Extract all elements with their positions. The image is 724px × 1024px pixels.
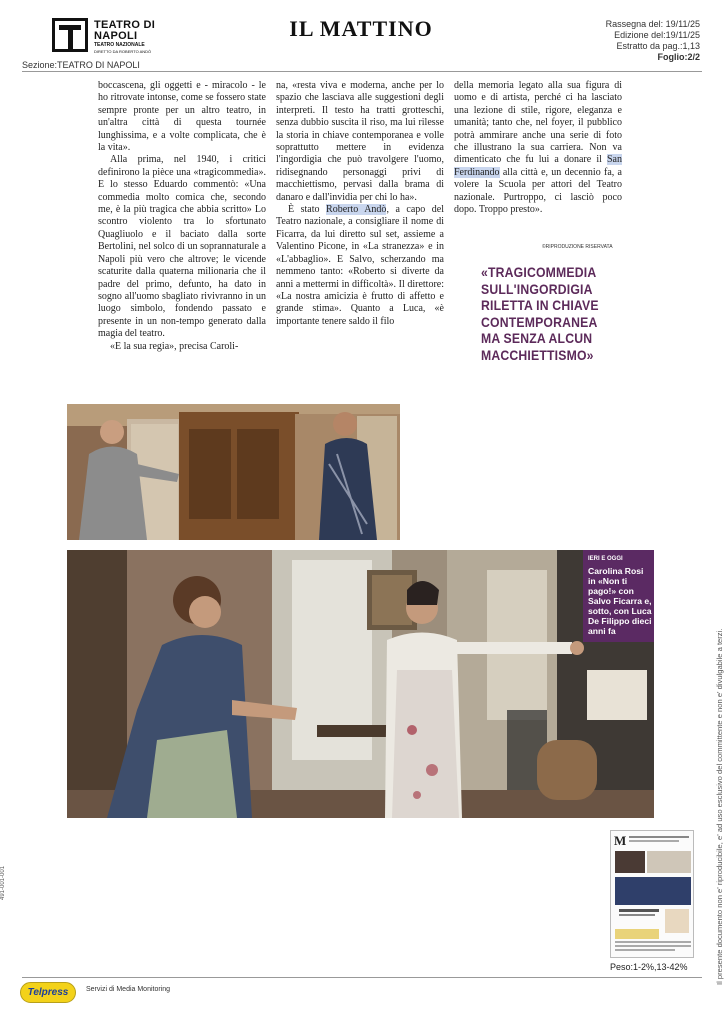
peso-label: Peso:1-2%,13-42% — [610, 962, 688, 972]
foglio-number: Foglio:2/2 — [657, 52, 700, 62]
logo-director: DIRETTO DA ROBERTO ANDÒ — [94, 49, 152, 54]
highlighted-name: San Ferdinando — [454, 154, 622, 178]
edizione-date: Edizione del:19/11/25 — [614, 30, 700, 40]
newspaper-masthead: IL MATTINO — [289, 16, 433, 41]
copyright-disclaimer: Il presente documento non e' riproducibile, e' ad uso esclusivo del committente e non e' divulgabile a terzi. — [715, 628, 724, 985]
header-divider — [22, 71, 702, 72]
article-paragraph: na, «resta viva e moderna, anche per lo spazio che lasciava alle suggestioni degli interpreti. Il testo ha tratti grotteschi, senza dubbio suscita il riso, ma lui rilesse la storia in chiave contemporanea e volle soprattutto mettere in evidenza l'ingordigia che può travolgere l'uomo, ridisegnando personaggi privi di macchiettismo, pervasi dalla brama di danaro e dall'invidia per chi lo ha». — [276, 80, 444, 203]
media-monitoring-label: Servizi di Media Monitoring — [86, 986, 171, 993]
telpress-logo: Telpress — [20, 982, 76, 1003]
pull-quote: «TRAGICOMMEDIA SULL'INGORDIGIA RILETTA IN CHIAVE CONTEMPORANEA MA SENZA ALCUN MACCHIETTISMO» — [481, 265, 599, 363]
stage-photo-top — [67, 404, 400, 540]
page-thumbnail — [610, 830, 694, 958]
article-paragraph — [454, 80, 622, 216]
svg-text:M: M — [614, 833, 627, 848]
page-thumbnail-image — [611, 831, 694, 958]
text-run: alla città e, un decennio fa, a volere la Scuola per attori del Teatro nazionale. Purtroppo, ci lasciò poco dopo. Troppo presto». — [454, 166, 622, 216]
highlighted-name: Roberto Andò — [326, 204, 387, 216]
article-paragraph: boccascena, gli oggetti e - miracolo - le ho ritrovate intonse, come se fossero state sempre pronte per un altro teatro, in un'altra città di questa tournée lunghissima, e a volte complicata, che è la vita». — [98, 80, 266, 154]
section-label: Sezione:TEATRO DI NAPOLI — [22, 60, 140, 70]
logo-title: TEATRO DI NAPOLI — [94, 19, 156, 42]
footer-divider — [22, 977, 702, 978]
text-run: , a capo del Teatro nazionale, a consigliare il nome di Ficarra, da lui diretto sul set, assieme a Valentino Picone, in «La stranezza» e in «L'abbaglio». E Salvo, scherzando ma nemmeno tanto: «Roberto si diverte da anni a mettermi in difficoltà». Il direttore: «La nostra amicizia è frutto di affetto e grande stima». Quanto a Luca, «è importante tenere saldo il filo — [276, 204, 445, 327]
stage-photo-bottom-image — [67, 550, 654, 818]
document-code: 491-001-001 — [0, 865, 6, 900]
stage-photo-bottom — [67, 550, 654, 818]
stage-photo-top-image — [67, 404, 400, 540]
text-run: della memoria legato alla sua figura di uomo e di artista, perché ci ha lasciato una lezione di stile, rigore, eleganza e umanità; tanto che, nel foyer, il pubblico potrà ammirare anche una serie di foto che illustrano la sua carriera. Non va dimenticato che fu lui a donare il — [454, 80, 622, 166]
estratto-pages: Estratto da pag.:1,13 — [616, 41, 700, 51]
teatro-di-napoli-logo — [52, 18, 156, 58]
caption-text: Carolina Rosi in «Non ti pago!» con Salvo Ficarra e, sotto, con Luca De Filippo dieci anni fa — [588, 566, 652, 636]
copyright-notice: ©RIPRODUZIONE RISERVATA — [542, 244, 613, 250]
article-paragraph: Alla prima, nel 1940, i critici definirono la pièce una «tragicommedia». E lo stesso Eduardo commentò: «Una commedia molto comica che, secondo me, è la più tragica che abbia scritto» Lo scontro violento tra lo sfortunato Quagliuolo e il baciato dalla sorte Bertolini, nel solco di un soprannaturale a Napoli più vero che altrove; le vicende scaturite dalla quaterna milionaria che il padre del primo, defunto, ha dato in sogno all'uomo sbagliato rivivranno in un luogo simbolo, fondendo passato e presente in un non-tempo generato dalla magia del teatro. — [98, 154, 266, 340]
caption-kicker: IERI E OGGI — [588, 556, 623, 562]
article-paragraph: «E la sua regia», precisa Caroli- — [110, 340, 239, 352]
logo-subtitle: TEATRO NAZIONALE — [94, 42, 145, 48]
rassegna-date: Rassegna del: 19/11/25 — [605, 19, 700, 29]
clipping-metadata — [606, 19, 700, 63]
article-paragraph — [276, 204, 444, 328]
article-column-3 — [454, 80, 622, 216]
theatre-logo-icon — [52, 18, 88, 52]
article-column-2 — [276, 80, 444, 328]
text-run: È stato — [288, 204, 327, 216]
article-column-1 — [98, 80, 266, 353]
